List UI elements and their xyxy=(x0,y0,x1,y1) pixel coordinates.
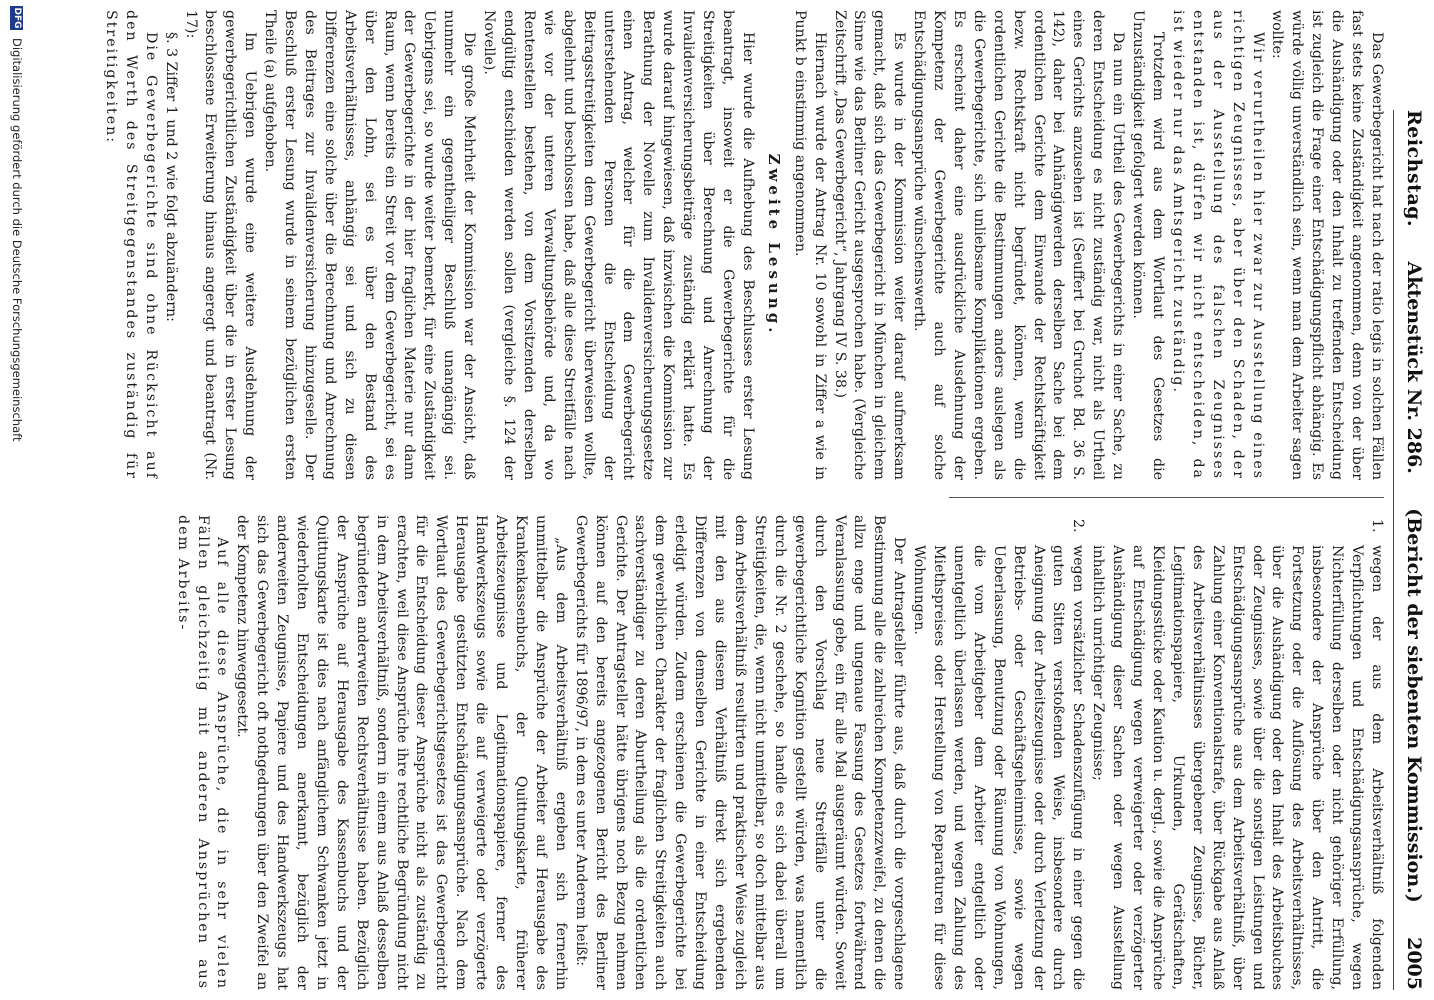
paragraph: „Aus dem Arbeitsverhältniß ergeben sich fernerhin unmittelbar die Ansprüche der Arbeiter auf Herausgabe des Krankenkassenbuchs, der Quittungskarte, früherer Arbeitszeugnisse und Legitimationspapiere, ferner des Handwerkszeugs sowie die auf verweigerte oder verzögerte Herausgabe gestützten Entschädigungsansprüche. Nach dem Wortlaut des Gewerbegerichtsgesetzes ist das Gewerbegericht für die Entscheidung dieser Ansprüche nicht als zuständig zu erachten, weil diese Ansprüche ihre rechtliche Begründung nicht in dem Arbeitsverhältniß, sondern in einem aus Anlaß desselben begründeten anderweiten Rechtsverhältnisse haben. Bezüglich der Ansprüche auf Herausgabe des Kassenbuchs und der Quittungskarte ist dies nach anfänglichem Schwanken jetzt in wiederholten Entscheidungen anerkannt, bezüglich der anderweiten Zeugnisse, Papiere und des Handwerkszeugs hat sich das Gewerbegericht oft nothgedrungen über den Zweifel an der Kompetenz hinweggesetzt. xyxy=(234,515,569,990)
paragraph: Im Uebrigen wurde eine weitere Ausdehnung der gewerbegerichtlichen Zuständigkeit über die in erster Lesung beschlossene Erweiterung hinaus angeregt und beantragt (Nr. 17): xyxy=(182,10,259,480)
list-item xyxy=(1087,515,1386,990)
paragraph: Hier wurde die Aufhebung des Beschlusses erster Lesung beantragt, insoweit er die Gewerbegerichte für die Streitigkeiten über Berechnung und Anrechnung der Invalidenversicherungsbeiträge zuständig erklärt hatte. Es wurde darauf hingewiesen, daß inzwischen die Kommission zur Berathung der Novelle zum Invalidenversicherungsgesetze einen Antrag, welcher für die dem Gewerbegericht unterstehenden Personen die Entscheidung der Beitragsstreitigkeiten dem Gewerbegericht überweisen wollte, abgelehnt und beschlossen habe, daß alle diese Streitfälle nach wie vor der unteren Verwaltungsbehörde und, da wo Rentenstellen bestehen, von dem Vorsitzenden derselben endgültig entschieden werden sollen (vergleiche §. 124 der Novelle). xyxy=(481,10,756,480)
paragraph: Auf alle diese Ansprüche, die in sehr vielen Fällen gleichzeitig mit anderen Ansprüchen aus dem Arbeits- xyxy=(174,515,231,990)
page-number: 2005 xyxy=(1403,937,1425,990)
paragraph: Die Gewerbegerichte sind ohne Rücksicht auf den Werth des Streitgegenstandes zuständig für Streitigkeiten: xyxy=(102,10,159,480)
header-right: (Bericht der siebenten Kommission.) xyxy=(1403,508,1425,903)
list-item-text: wegen der aus dem Arbeitsverhältniß folgenden Verpflichtungen und Entschädigungsansprüche, wegen Nichterfüllung derselben oder nicht gehöriger Erfüllung, insbesondere der Ansprüche über den Antritt, die Fortsetzung oder die Auflösung des Arbeitsverhältnisses, über die Aushändigung oder den Inhalt des Arbeitsbuches oder Zeugnisses, sowie über die sonstigen Leistungen und Entschädigungsansprüche aus dem Arbeitsverhältniß, über Zahlung einer Konventionalstrafe, über Rückgabe aus Anlaß des Arbeitsverhältnisses übergebener Zeugnisse, Bücher, Legitimationspapiere, Urkunden, Gerätschaften, Kleidungsstücke oder Kaution u. dergl., sowie die Ansprüche auf Entschädigung wegen verweigerter oder verzögerter Aushändigung dieser Sachen oder wegen Ausstellung inhaltlich unrichtiger Zeugnisse; xyxy=(1090,545,1385,990)
paragraph: Hiernach wurde der Antrag Nr. 10 sowohl in Ziffer a wie in Punkt b einstimmig angenommen. xyxy=(791,10,828,480)
paragraph: Wir verurtheilen hier zwar zur Ausstellung eines richtigen Zeugnisses, aber über den Schaden, der aus der Ausstellung des falschen Zeugnisses entstanden ist, dürfen wir nicht entscheiden, da ist wieder nur das Amtsgericht zuständig. xyxy=(1169,10,1266,480)
header-rule xyxy=(1393,110,1394,990)
list-item xyxy=(908,515,1087,990)
right-column xyxy=(172,515,1386,990)
paragraph: Das Gewerbegericht hat nach der ratio legis in solchen Fällen fast stets keine Zuständigkeit angenommen, denn von der über die Aushändigung oder den Inhalt zu treffenden Entscheidung ist zugleich die Frage einer Entschädigungspflicht abhängig. Es würde völlig unverständlich sein, wenn man dem Arbeiter sagen wollte: xyxy=(1269,10,1385,480)
column-divider xyxy=(949,497,1384,498)
page-footer xyxy=(2,0,32,1000)
paragraph: Der Antragsteller führte aus, daß durch die vorgeschlagene Bestimmung alle die zahlreichen Kompetenzzweifel, zu denen die allzu enge und ungenaue Fassung des Gesetzes fortwährend Veranlassung gebe, ein für alle Mal ausgeräumt würden. Soweit durch den Vorschlag neue Streitfälle unter die gewerbegerichtliche Kognition gestellt würden, was namentlich durch die Nr. 2 geschehe, so handle es sich dabei überall um Streitigkeiten, die, wenn nicht unmittelbar, so doch mittelbar aus dem Arbeitsverhältniß resultirten und praktischer Weise zugleich mit den aus diesem Verhältniß direkt sich ergebenden Differenzen von demselben Gerichte in einer Entscheidung erledigt würden. Zudem erschienen die Gewerbegerichte bei dem gewerblichen Charakter der fraglichen Streitigkeiten auch sachverständiger zu deren Aburtheilung als die ordentlichen Gerichte. Der Antragsteller hätte übrigens noch Bezug nehmen können auf den bereits angezogenen Bericht des Berliner Gewerbegerichts für 1896/97, in dem es unter Anderem heißt: xyxy=(572,515,908,990)
list-item-number: 1. xyxy=(1369,519,1385,533)
footer-text: Digitalisierung gefördert durch die Deutsche Forschungsgemeinschaft xyxy=(10,38,24,442)
paragraph: Die große Mehrheit der Kommission war der Ansicht, daß nunmehr ein gegentheiliger Beschluß unangängig sei. Uebrigens sei, so wurde weiter bemerkt, für eine Zuständigkeit der Gewerbegerichte in der hier fraglichen Materie nur dann Raum, wenn bereits ein Streit vor dem Gewerbegericht, sei es über den Lohn, sei es über den Bestand des Arbeitsverhältnisses, anhängig sei und sich zu diesen Differenzen eine solche über die Berechnung und Anrechnung des Beitrages zur Invalidenversicherung hinzugeselle. Der Beschluß erster Lesung wurde in seinem bezüglichen ersten Theile (a) aufgehoben. xyxy=(262,10,478,480)
header-center: Aktenstück Nr. 286. xyxy=(1403,261,1425,474)
dfg-logo-icon: DFG xyxy=(12,7,23,29)
paragraph: Trotzdem wird aus dem Wortlaut des Gesetzes die Unzuständigkeit gefolgert werden können. xyxy=(1130,10,1167,480)
section-title: Zweite Lesung. xyxy=(764,153,783,337)
paragraph: Es wurde in der Kommission weiter darauf aufmerksam gemacht, daß sich das Gewerbegericht in München in gleichem Sinne wie das Berliner Gericht ausgesprochen habe. (Vergleiche Zeitschrift „Das Gewerbegericht“, Jahrgang IV S. 38.) xyxy=(831,10,908,480)
header-left: Reichstag. xyxy=(1403,110,1425,228)
list-item-text: wegen vorsätzlicher Schadenszufügung in einer gegen die guten Sitten verstoßenden Weise, insbesondere durch Aneignung der Arbeitszeugnisse oder durch Verletzung der Betriebs- oder Geschäftsgeheimnisse, sowie wegen Ueberlassung, Benutzung oder Räumung von Wohnungen, die vom Arbeitgeber dem Arbeiter entgeltlich oder unentgeltlich überlassen werden, und wegen Zahlung des Miethspreises oder Herstellung von Reparaturen für diese Wohnungen. xyxy=(911,545,1087,990)
page-header xyxy=(1394,110,1434,990)
list-item-number: 2. xyxy=(1070,519,1087,533)
paragraph: §. 3 Ziffer 1 und 2 wie folgt abzuändern: xyxy=(162,32,179,322)
paragraph: Da nun ein Urtheil des Gewerbegerichts in einer Sache, zu deren Entscheidung es nicht zuständig war, nicht als Urtheil eines Gerichts anzusehen ist (Seuffert bei Gruchot Bd. 36 S. 142), daher bei Anhängigwerden derselben Sache bei dem ordentlichen Gerichte dem Einwande der Rechtskräftigkeit bezw. Rechtskraft nicht begründet, können, wenn die ordentlichen Gerichte die Bestimmungen anders auslegen als die Gewerbegerichte, sich unliebsame Komplikationen ergeben. Es erscheint daher eine ausdrückliche Ausdehnung der Kompetenz der Gewerbegerichte auch auf solche Entschädigungsansprüche wünschenswerth. xyxy=(911,10,1127,480)
left-column xyxy=(100,10,1386,480)
